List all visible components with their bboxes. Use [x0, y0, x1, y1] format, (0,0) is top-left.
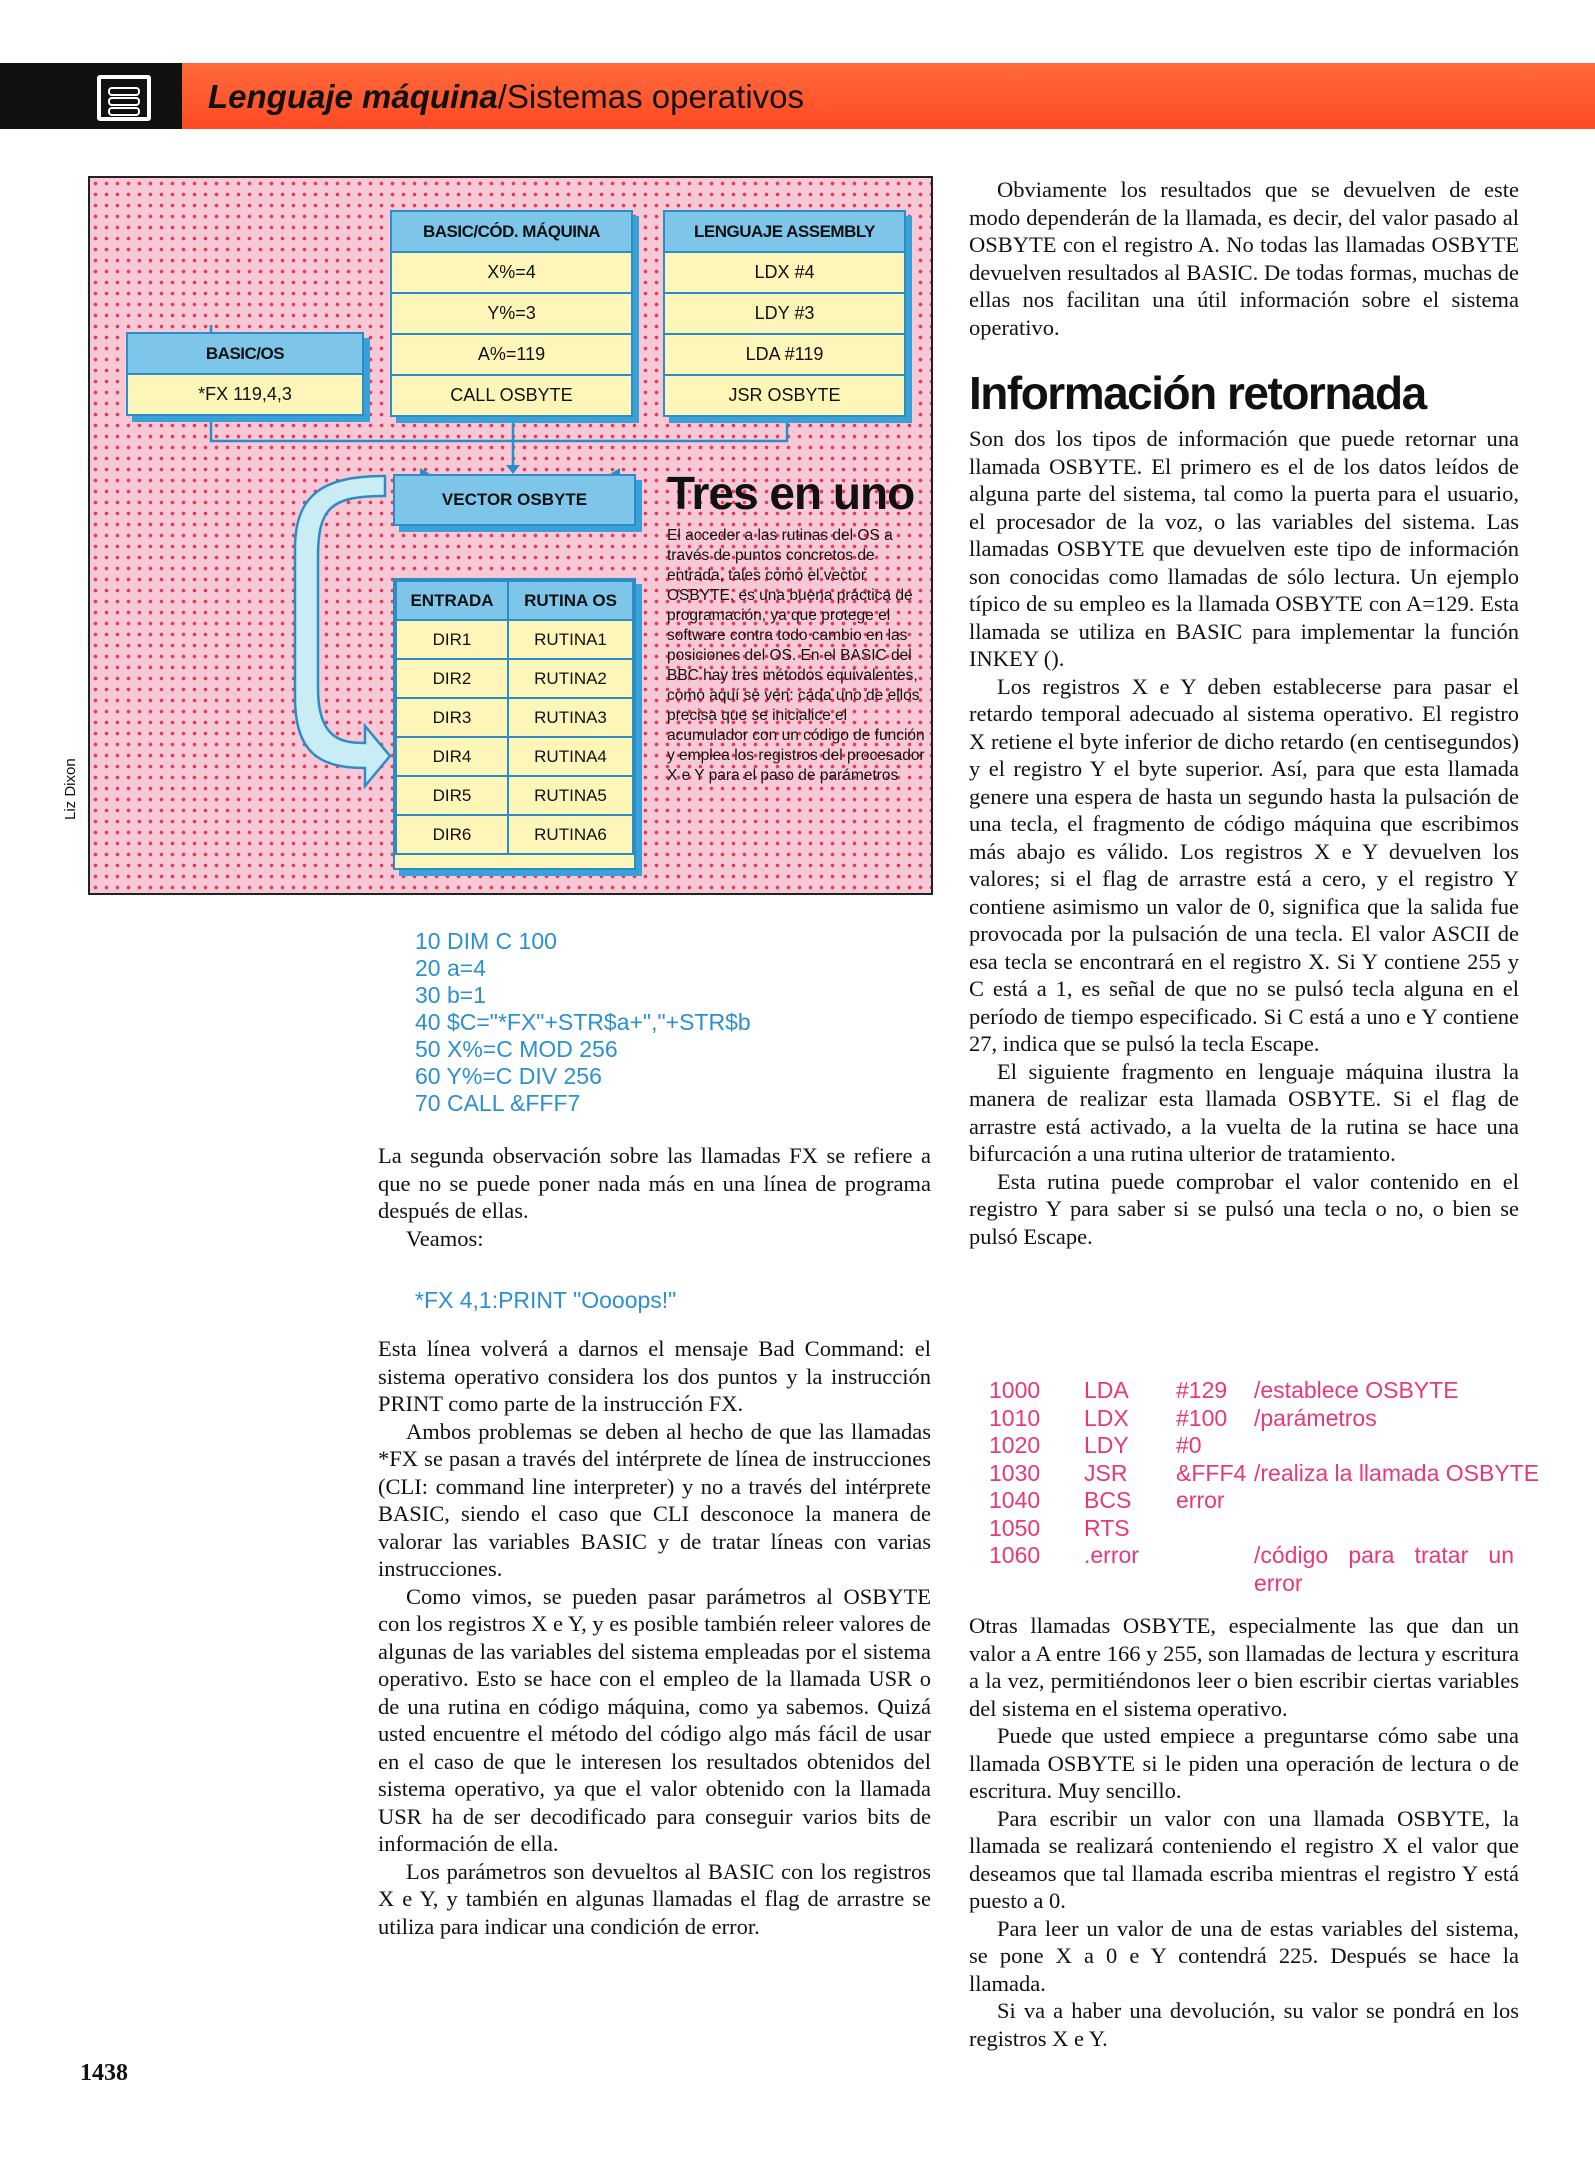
entry-cell: DIR4: [396, 737, 508, 776]
asm-comment: /realiza la llamada OSBYTE: [1254, 1459, 1540, 1486]
asm-arg: error: [1176, 1487, 1225, 1513]
routine-cell: RUTINA2: [508, 659, 633, 698]
paragraph: Esta rutina puede comprobar el valor contenido en el registro Y para saber si se pulsó una tecla o no, o bien se pulsó Escape.: [969, 1168, 1519, 1249]
asm-linenum: 1050: [989, 1514, 1041, 1541]
basic-cod-row: CALL OSBYTE: [450, 385, 573, 405]
code-line: 50 X%=C MOD 256: [415, 1036, 618, 1062]
code-line: 20 a=4: [415, 955, 486, 981]
paragraph: El siguiente fragmento en lenguaje máquina ilustra la manera de realizar esta llamada OSBYTE. Si el flag de arrastre está activado, a la vuelta de la rutina se hace una bifurcación a una rutina ulterior de tratamiento.: [969, 1058, 1519, 1166]
basic-os-table: [126, 332, 364, 416]
paragraph: Ambos problemas se deben al hecho de que las llamadas *FX se pasan a través del intérprete de línea de instrucciones (CLI: command line interpreter) y no a través del intérprete BASIC, siendo el caso que CLI desconoce la manera de valorar las variables BASIC y de tratar líneas con varias instrucciones.: [378, 1418, 931, 1581]
assembly-row: LDY #3: [665, 294, 904, 335]
routine-cell: RUTINA5: [508, 776, 633, 815]
basic-cod-row: Y%=3: [392, 294, 631, 335]
asm-arg: #0: [1176, 1432, 1202, 1458]
asm-linenum: 1040: [989, 1487, 1041, 1513]
tres-en-uno-text: El acceder a las rutinas del OS a través de puntos concretos de entrada, tales como el vector OSBYTE, es una buena práctica de programación, ya que protege el software contra todo cambio en las posiciones del OS. En el BASIC del BBC hay tres métodos equivalentes, como aquí se ven: cada uno de ellos precisa que se inicialice el acumulador con un código de función y emplea los registros del procesador X e Y para el paso de parámetros: [667, 527, 925, 784]
entry-cell: DIR5: [396, 776, 508, 815]
header-title-rest: /Sistemas operativos: [497, 78, 805, 115]
asm-comment: /código para tratar un error: [1254, 1542, 1514, 1596]
basic-cod-row: A%=119: [392, 335, 631, 376]
code-line: 70 CALL &FFF7: [415, 1090, 581, 1116]
paragraph: Son dos los tipos de información que puede retornar una llamada OSBYTE. El primero es el de los datos leídos de alguna parte del sistema, tal como la puerta para el usuario, el procesador de la voz, o las variables del sistema. Las llamadas OSBYTE que devuelven este tipo de información son conocidas como llamadas de sólo lectura. Un ejemplo típico de su empleo es la llamada OSBYTE con A=129. Esta llamada se utiliza en BASIC para implementar la función INKEY ().: [969, 426, 1519, 671]
illustration-credit: Liz Dixon: [62, 758, 79, 820]
asm-linenum: 1010: [989, 1404, 1041, 1431]
routine-header: RUTINA OS: [508, 581, 633, 620]
asm-linenum: 1000: [989, 1377, 1041, 1403]
left-column-lower: [378, 1335, 931, 1940]
osbyte-diagram: [88, 176, 933, 895]
paragraph: La segunda observación sobre las llamadas FX se refiere a que no se puede poner nada más en una línea de programa después de ellas.: [378, 1143, 931, 1223]
paragraph: Si va a haber una devolución, su valor se pondrá en los registros X e Y.: [969, 1998, 1519, 2051]
computer-icon: [97, 75, 151, 121]
assembly-row: JSR OSBYTE: [728, 385, 841, 405]
paragraph: Para leer un valor de una de estas variables del sistema, se pone X a 0 e Y contendrá 225. Después se hace la llamada.: [969, 1915, 1519, 1996]
basic-code-listing: [415, 928, 751, 1117]
entry-header: ENTRADA: [396, 581, 508, 620]
asm-op: LDY: [1084, 1432, 1129, 1458]
basic-cod-row: X%=4: [392, 253, 631, 294]
basic-cod-table: [390, 210, 633, 417]
assembly-header: LENGUAJE ASSEMBLY: [665, 212, 904, 253]
entry-routine-table: [393, 578, 636, 870]
asm-comment: /establece OSBYTE: [1254, 1377, 1459, 1403]
paragraph: Los registros X e Y deben establecerse para pasar el retardo temporal adecuado al sistema operativo. El registro X retiene el byte inferior de dicho retardo (en centisegundos) y el registro Y el byte superior. Así, para que esta llamada genere una espera de hasta un segundo hasta la pulsación de una tecla, el fragmento de código máquina que escribimos más abajo es válido. Los registros X e Y devuelven los valores; si el flag de arrastre está a cero, y el registro Y contiene asimismo un valor de 0, significa que la salida fue provocada por la pulsación de una tecla. El valor ASCII de esa tecla se encontrará en el registro X. Si Y contiene 255 y C está a 1, es señal de que no se pulsó tecla alguna en el período de tiempo especificado. Si C está a uno e Y contiene 27, indica que se pulsó la tecla Escape.: [969, 673, 1519, 1056]
asm-arg: &FFF4: [1176, 1459, 1247, 1486]
paragraph: Obviamente los resultados que se devuelven de este modo dependerán de la llamada, es decir, del valor pasado al OSBYTE con el registro A. No todas las llamadas OSBYTE devuelven resultados al BASIC. De todas formas, muchas de ellas nos facilitan una útil información sobre el sistema operativo.: [969, 177, 1519, 340]
asm-arg: #129: [1176, 1377, 1228, 1403]
assembly-table: [663, 210, 906, 417]
entry-cell: DIR3: [396, 698, 508, 737]
paragraph: Como vimos, se pueden pasar parámetros al OSBYTE con los registros X e Y, y es posible también releer valores de algunas de las variables del sistema empleadas por el sistema operativo. Esto se hace con el empleo de la llamada USR o de una rutina en código máquina, como ya sabemos. Quizá usted encuentre el método del código algo más fácil de usar en el caso de que le interesen los resultados obtenidos del sistema operativo, ya que el valor obtenido con la llamada USR ha de ser decodificado para conseguir varios bits de información de ella.: [378, 1583, 931, 1856]
vector-arrow: [295, 476, 390, 786]
basic-os-row: *FX 119,4,3: [198, 384, 292, 404]
basic-cod-header: BASIC/CÓD. MÁQUINA: [392, 212, 631, 253]
asm-op: JSR: [1084, 1459, 1128, 1486]
asm-comment: /parámetros: [1254, 1404, 1377, 1431]
routine-cell: RUTINA1: [508, 620, 633, 659]
asm-arg: #100: [1176, 1404, 1228, 1431]
code-line: 40 $C="*FX"+STR$a+","+STR$b: [415, 1009, 751, 1035]
right-column-lower: [969, 1612, 1519, 2052]
fx-code-example: *FX 4,1:PRINT "Oooops!": [415, 1287, 677, 1313]
asm-op: LDA: [1084, 1377, 1129, 1403]
page-number: 1438: [80, 2060, 128, 2086]
left-column-upper: [378, 1142, 931, 1252]
asm-linenum: 1030: [989, 1459, 1041, 1486]
section-heading: Información retornada: [969, 367, 1426, 419]
paragraph: Otras llamadas OSBYTE, especialmente las que dan un valor a A entre 166 y 255, son llamadas de lectura y escritura a la vez, permitiéndonos leer o bien escribir ciertas variables del sistema en el sistema operativo.: [969, 1613, 1519, 1721]
asm-linenum: 1020: [989, 1432, 1041, 1458]
routine-cell: RUTINA4: [508, 737, 633, 776]
code-line: 30 b=1: [415, 982, 486, 1008]
paragraph: Veamos:: [406, 1225, 484, 1251]
basic-os-header: BASIC/OS: [128, 334, 362, 375]
page-header-title: [208, 78, 804, 116]
routine-cell: RUTINA6: [508, 815, 633, 854]
asm-linenum: 1060: [989, 1542, 1041, 1568]
code-line: 60 Y%=C DIV 256: [415, 1063, 602, 1089]
asm-op: BCS: [1084, 1487, 1132, 1513]
asm-op: RTS: [1084, 1514, 1130, 1541]
asm-op: .error: [1084, 1542, 1139, 1568]
paragraph: Puede que usted empiece a preguntarse cómo sabe una llamada OSBYTE si le piden una operación de lectura o de escritura. Muy sencillo.: [969, 1723, 1519, 1803]
tres-en-uno-title: Tres en uno: [667, 467, 915, 519]
right-column-intro: [969, 176, 1519, 341]
vector-osbyte-box: VECTOR OSBYTE: [393, 474, 636, 526]
assembly-row: LDA #119: [665, 335, 904, 376]
entry-cell: DIR2: [396, 659, 508, 698]
routine-cell: RUTINA3: [508, 698, 633, 737]
asm-op: LDX: [1084, 1404, 1129, 1431]
entry-cell: DIR1: [396, 620, 508, 659]
header-logo-block: [0, 63, 182, 129]
header-title-bold: Lenguaje máquina: [208, 78, 498, 115]
paragraph: Los parámetros son devueltos al BASIC con los registros X e Y, y también en algunas llamadas el flag de arrastre se utiliza para indicar una condición de error.: [378, 1858, 931, 1939]
assembly-row: LDX #4: [665, 253, 904, 294]
paragraph: Esta línea volverá a darnos el mensaje Bad Command: el sistema operativo considera los dos puntos y la instrucción PRINT como parte de la instrucción FX.: [378, 1336, 931, 1416]
right-column-body: [969, 425, 1519, 1250]
code-line: 10 DIM C 100: [415, 928, 557, 954]
paragraph: Para escribir un valor con una llamada OSBYTE, la llamada se realizará conteniendo el registro X el valor que deseamos que tal llamada escriba mientras el registro Y está puesto a 0.: [969, 1805, 1519, 1913]
entry-cell: DIR6: [396, 815, 508, 854]
